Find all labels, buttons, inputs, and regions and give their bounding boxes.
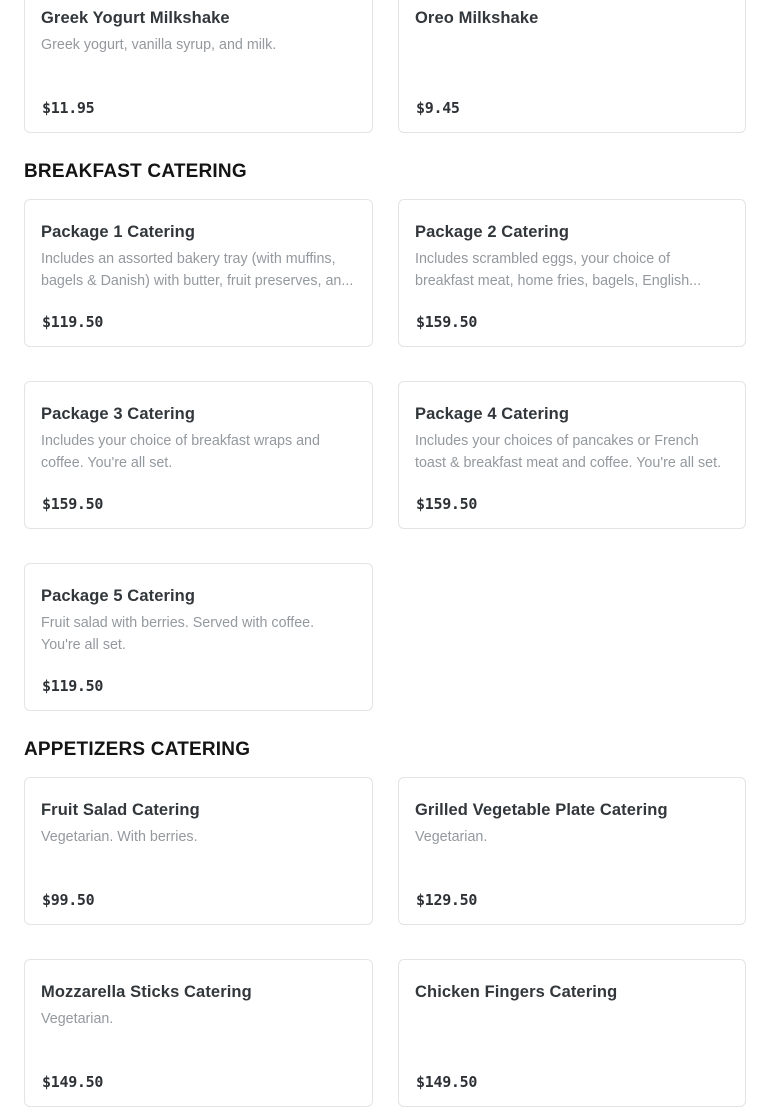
menu-item-price: $11.95 (42, 99, 95, 117)
menu-section-grid (24, 0, 746, 133)
menu-item-name: Mozzarella Sticks Catering (41, 983, 252, 1001)
menu-item-description: Vegetarian. With berries. (41, 829, 198, 845)
menu-item-name: Grilled Vegetable Plate Catering (415, 801, 668, 819)
menu-item-price: $149.50 (416, 1073, 478, 1091)
menu-item-card[interactable] (24, 563, 373, 711)
menu-item-description: Includes your choices of pancakes or French toast & breakfast meat and coffee. You're all set. (415, 433, 722, 471)
menu-item-card[interactable] (24, 381, 373, 529)
menu-item-name: Package 3 Catering (41, 405, 196, 423)
section-heading: BREAKFAST CATERING (24, 161, 247, 182)
menu-item-card[interactable] (24, 959, 373, 1107)
menu-item-name: Oreo Milkshake (415, 9, 539, 27)
menu-item-card[interactable] (398, 199, 746, 347)
menu-item-price: $149.50 (42, 1073, 104, 1091)
menu-item-price: $119.50 (42, 677, 104, 695)
menu-item-price: $159.50 (416, 313, 478, 331)
menu-item-name: Chicken Fingers Catering (415, 983, 618, 1001)
menu-item-name: Package 5 Catering (41, 587, 196, 605)
menu-item-name: Package 1 Catering (41, 223, 196, 241)
menu-item-price: $159.50 (416, 495, 478, 513)
menu-item-price: $129.50 (416, 891, 478, 909)
menu-item-card[interactable] (24, 777, 373, 925)
menu-item-card[interactable] (24, 199, 373, 347)
menu-section-grid (24, 199, 746, 711)
menu-item-card[interactable] (398, 959, 746, 1107)
menu-item-description: Includes your choice of breakfast wraps and coffee. You're all set. (41, 433, 320, 471)
menu-section-grid (24, 777, 746, 1107)
section-heading: APPETIZERS CATERING (24, 739, 251, 760)
menu-item-price: $119.50 (42, 313, 104, 331)
menu-item-card[interactable] (398, 381, 746, 529)
menu-item-name: Package 2 Catering (415, 223, 570, 241)
menu-item-description: Includes an assorted bakery tray (with muffins, bagels & Danish) with butter, fruit preserves, an... (41, 251, 354, 289)
menu-item-description: Vegetarian. (415, 829, 488, 845)
menu-item-description: Greek yogurt, vanilla syrup, and milk. (41, 37, 277, 53)
menu-item-price: $9.45 (416, 99, 460, 117)
menu-item-name: Greek Yogurt Milkshake (41, 9, 230, 27)
menu-item-description: Fruit salad with berries. Served with coffee. You're all set. (41, 615, 315, 653)
menu-item-price: $159.50 (42, 495, 104, 513)
menu-item-name: Package 4 Catering (415, 405, 570, 423)
menu-item-card[interactable] (398, 0, 746, 133)
menu-item-name: Fruit Salad Catering (41, 801, 200, 819)
menu-item-card[interactable] (24, 0, 373, 133)
menu-item-description: Vegetarian. (41, 1011, 114, 1027)
menu-list (24, 0, 746, 1107)
menu-item-description: Includes scrambled eggs, your choice of breakfast meat, home fries, bagels, English... (415, 251, 702, 289)
menu-item-price: $99.50 (42, 891, 95, 909)
menu-item-card[interactable] (398, 777, 746, 925)
